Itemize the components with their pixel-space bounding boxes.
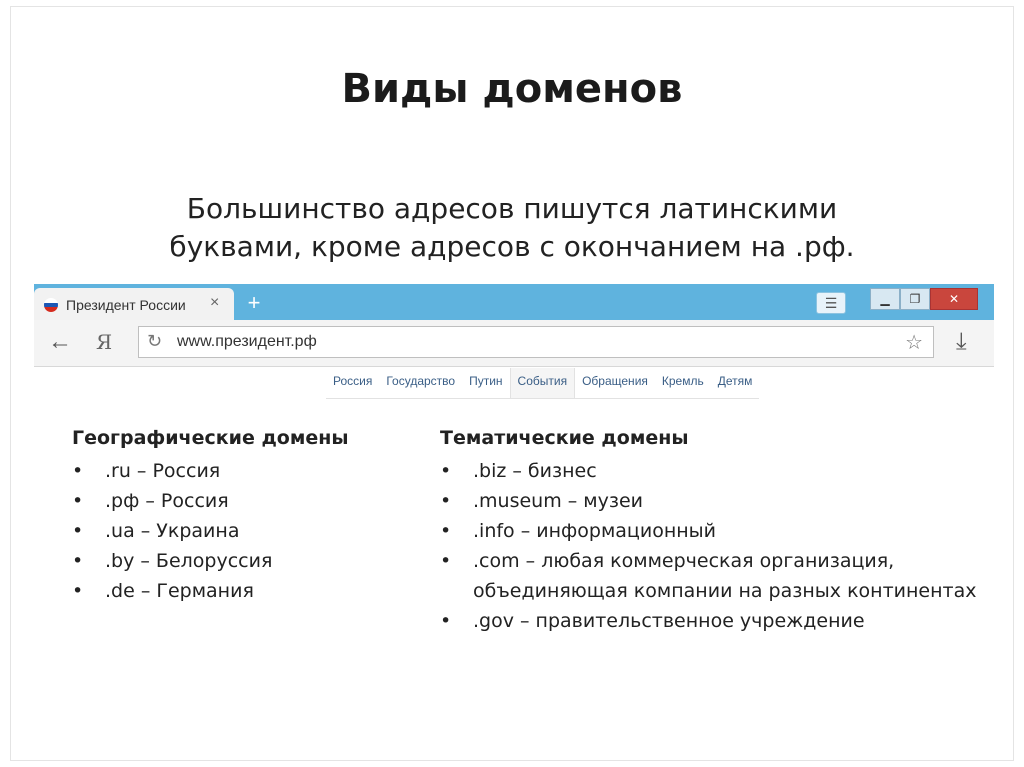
site-nav-item[interactable]: Государство xyxy=(386,374,456,388)
russia-flag-icon xyxy=(44,298,58,312)
site-nav-item-active[interactable]: События xyxy=(510,368,576,398)
subtitle-line-2: буквами, кроме адресов с окончанием на .рф. xyxy=(169,230,855,263)
bookmark-star-icon[interactable]: ☆ xyxy=(905,332,923,354)
list-item: • .gov – правительственное учреждение xyxy=(440,606,980,636)
geo-domains-column xyxy=(72,426,402,606)
site-nav-item[interactable]: Путин xyxy=(469,374,503,388)
site-nav-item[interactable]: Кремль xyxy=(661,374,704,388)
list-item: • .info – информационный xyxy=(440,516,980,546)
geo-domains-list xyxy=(72,456,402,606)
menu-icon[interactable]: ☰ xyxy=(816,292,846,314)
list-item: • .ua – Украина xyxy=(72,516,402,546)
browser-window xyxy=(34,284,994,366)
site-nav-item[interactable]: Детям xyxy=(717,374,753,388)
list-item: • .biz – бизнес xyxy=(440,456,980,486)
browser-tab[interactable] xyxy=(34,288,234,320)
slide-subtitle xyxy=(0,190,1024,266)
tab-label: Президент России xyxy=(66,297,186,313)
close-window-icon[interactable]: ✕ xyxy=(930,288,978,310)
site-navigation xyxy=(326,368,759,399)
thematic-domains-heading: Тематические домены xyxy=(440,427,689,449)
site-nav-item[interactable]: Обращения xyxy=(582,374,648,388)
tab-bar xyxy=(34,284,994,320)
list-item: • .de – Германия xyxy=(72,576,402,606)
tab-close-icon[interactable]: × xyxy=(210,294,220,311)
list-item: • .рф – Россия xyxy=(72,486,402,516)
geo-domains-heading: Географические домены xyxy=(72,427,349,449)
back-arrow-icon[interactable]: ← xyxy=(48,328,72,355)
yandex-icon[interactable]: Я xyxy=(96,330,113,354)
list-item: • .museum – музеи xyxy=(440,486,980,516)
list-item: • .ru – Россия xyxy=(72,456,402,486)
address-bar[interactable] xyxy=(138,326,934,358)
site-nav-item[interactable]: Россия xyxy=(333,374,373,388)
new-tab-button[interactable]: + xyxy=(247,290,261,315)
download-icon[interactable]: ⤓ xyxy=(956,328,967,355)
thematic-domains-list xyxy=(440,456,980,636)
reload-icon[interactable]: ↻ xyxy=(147,331,163,351)
slide-title: Виды доменов xyxy=(341,66,683,112)
window-controls xyxy=(870,288,978,310)
address-url[interactable]: www.президент.рф xyxy=(177,333,317,350)
list-item: • .by – Белоруссия xyxy=(72,546,402,576)
maximize-icon[interactable]: ❐ xyxy=(900,288,930,310)
thematic-domains-column xyxy=(440,426,980,636)
subtitle-line-1: Большинство адресов пишутся латинскими xyxy=(186,192,838,225)
minimize-icon[interactable]: ▁ xyxy=(870,288,900,310)
navigation-bar xyxy=(34,320,994,367)
list-item: • .com – любая коммерческая организация, объединяющая компании на разных континентах xyxy=(440,546,980,606)
